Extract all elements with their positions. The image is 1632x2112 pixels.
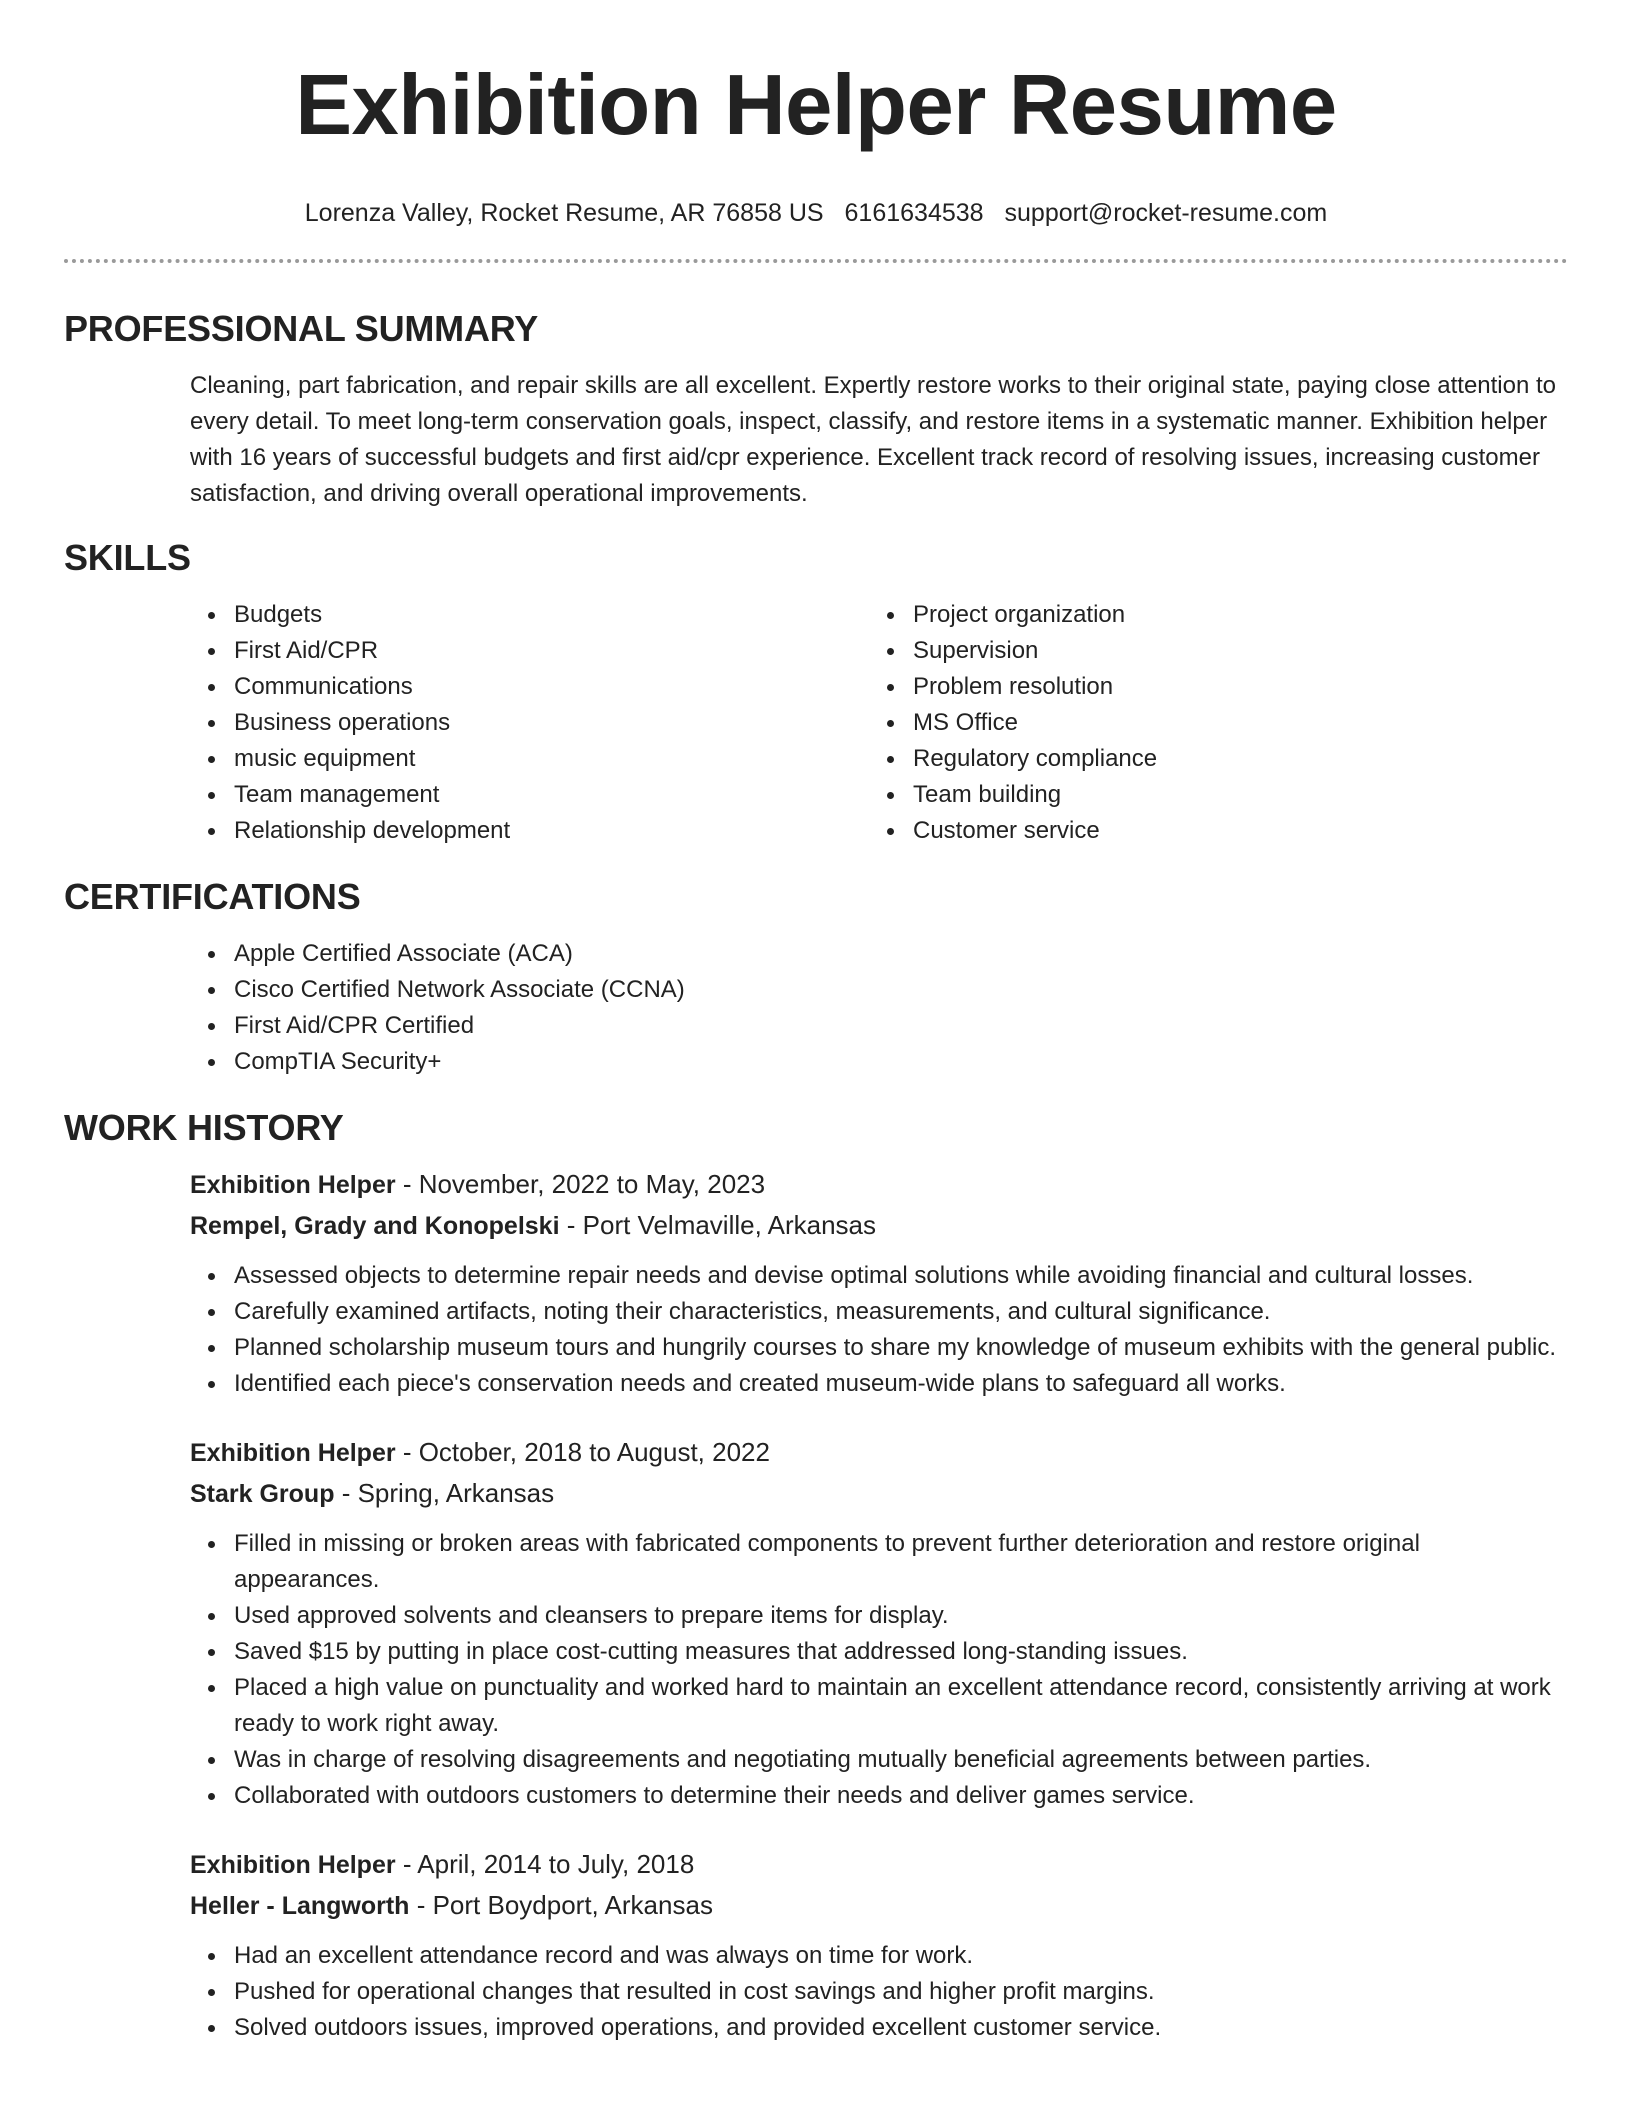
job-bullet: Filled in missing or broken areas with fabricated components to prevent further deterioration and restore original appearances. <box>190 1526 1568 1598</box>
job-bullet: Collaborated with outdoors customers to determine their needs and deliver games service. <box>190 1778 1568 1814</box>
skill-item: Supervision <box>869 633 1157 669</box>
skill-item: Business operations <box>190 705 869 741</box>
skill-item: MS Office <box>869 705 1157 741</box>
job-title-line <box>190 1844 1568 1885</box>
job-company-line <box>190 1205 1568 1246</box>
job-bullet: Placed a high value on punctuality and worked hard to maintain an excellent attendance record, consistently arriving at work ready to work right away. <box>190 1670 1568 1742</box>
job-bullet: Used approved solvents and cleansers to prepare items for display. <box>190 1598 1568 1634</box>
job-title: Exhibition Helper <box>190 1171 396 1199</box>
skill-item: Budgets <box>190 597 869 633</box>
skill-item: First Aid/CPR <box>190 633 869 669</box>
certification-item: Apple Certified Associate (ACA) <box>190 936 1568 972</box>
skill-item: Regulatory compliance <box>869 741 1157 777</box>
job-bullet: Pushed for operational changes that resulted in cost savings and higher profit margins. <box>190 1974 1568 2010</box>
job-company: Heller - Langworth <box>190 1892 410 1920</box>
skills-section <box>64 536 1568 849</box>
work-history-section <box>64 1106 1568 2046</box>
contact-address: Lorenza Valley, Rocket Resume, AR 76858 US <box>304 199 824 227</box>
skills-grid <box>190 597 1568 849</box>
summary-section <box>64 307 1568 512</box>
job-bullet: Carefully examined artifacts, noting their characteristics, measurements, and cultural significance. <box>190 1294 1568 1330</box>
certification-item: CompTIA Security+ <box>190 1044 1568 1080</box>
job-location: - Port Boydport, Arkansas <box>409 1890 713 1920</box>
certifications-section <box>64 875 1568 1080</box>
job-entry <box>190 1844 1568 2046</box>
job-bullets <box>190 1526 1568 1814</box>
skills-heading: SKILLS <box>64 537 191 578</box>
job-title: Exhibition Helper <box>190 1851 396 1879</box>
job-location: - Port Velmaville, Arkansas <box>559 1210 876 1240</box>
skill-item: Problem resolution <box>869 669 1157 705</box>
job-bullet: Identified each piece's conservation needs and created museum-wide plans to safeguard all works. <box>190 1366 1568 1402</box>
job-location: - Spring, Arkansas <box>334 1478 555 1508</box>
skill-item: Team building <box>869 777 1157 813</box>
job-bullet: Saved $15 by putting in place cost-cutting measures that addressed long-standing issues. <box>190 1634 1568 1670</box>
job-bullets <box>190 1258 1568 1402</box>
job-bullet: Solved outdoors issues, improved operations, and provided excellent customer service. <box>190 2010 1568 2046</box>
job-bullet: Assessed objects to determine repair needs and devise optimal solutions while avoiding financial and cultural losses. <box>190 1258 1568 1294</box>
contact-email: support@rocket-resume.com <box>1004 199 1328 227</box>
skill-item: Communications <box>190 669 869 705</box>
work-history-heading: WORK HISTORY <box>64 1107 344 1148</box>
job-bullet: Planned scholarship museum tours and hungrily courses to share my knowledge of museum exhibits with the general public. <box>190 1330 1568 1366</box>
certification-item: First Aid/CPR Certified <box>190 1008 1568 1044</box>
skill-item: Relationship development <box>190 813 869 849</box>
contact-phone: 6161634538 <box>844 199 984 227</box>
certifications-list <box>190 936 1568 1080</box>
skill-item: Team management <box>190 777 869 813</box>
certification-item: Cisco Certified Network Associate (CCNA) <box>190 972 1568 1008</box>
job-bullet: Was in charge of resolving disagreements and negotiating mutually beneficial agreements between parties. <box>190 1742 1568 1778</box>
header-divider <box>64 259 1568 263</box>
job-dates: - April, 2014 to July, 2018 <box>395 1849 695 1879</box>
certifications-heading: CERTIFICATIONS <box>64 876 361 917</box>
job-title-line <box>190 1164 1568 1205</box>
contact-line <box>64 196 1568 230</box>
job-dates: - October, 2018 to August, 2022 <box>395 1437 770 1467</box>
job-title: Exhibition Helper <box>190 1439 396 1467</box>
job-bullets <box>190 1938 1568 2046</box>
skill-item: Customer service <box>869 813 1157 849</box>
job-company: Stark Group <box>190 1480 335 1508</box>
job-company-line <box>190 1473 1568 1514</box>
skill-item: music equipment <box>190 741 869 777</box>
job-entry <box>190 1432 1568 1814</box>
skill-item: Project organization <box>869 597 1157 633</box>
summary-heading: PROFESSIONAL SUMMARY <box>64 308 539 349</box>
skills-right-list <box>869 597 1157 849</box>
summary-text: Cleaning, part fabrication, and repair skills are all excellent. Expertly restore works to their original state, paying close attention to every detail. To meet long-term conservation goals, inspect, classify, and restore items in a systematic manner. Exhibition helper with 16 years of successful budgets and first aid/cpr experience. Excellent track record of resolving issues, increasing customer satisfaction, and driving overall operational improvements. <box>190 372 1557 507</box>
job-dates: - November, 2022 to May, 2023 <box>395 1169 766 1199</box>
job-bullet: Had an excellent attendance record and was always on time for work. <box>190 1938 1568 1974</box>
job-title-line <box>190 1432 1568 1473</box>
job-company: Rempel, Grady and Konopelski <box>190 1212 560 1240</box>
skills-left-list <box>190 597 869 849</box>
job-entry <box>190 1164 1568 1402</box>
job-company-line <box>190 1885 1568 1926</box>
resume-title: Exhibition Helper Resume <box>295 58 1337 153</box>
